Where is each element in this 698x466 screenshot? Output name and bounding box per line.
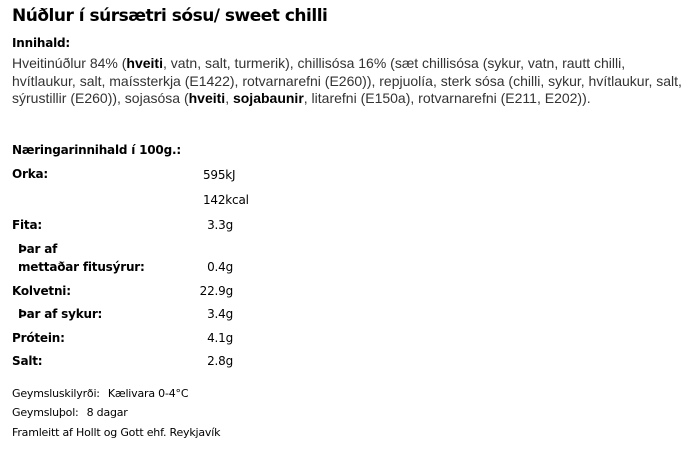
salt-label: Salt: bbox=[12, 354, 43, 368]
ingredient-text: , vatn, salt, turmerik), chillisósa 16% (sæt chillisósa (sykur, vatn, rautt chilli, hvítlaukur, salt, maíssterkja (E1422), rotvarnarefni (E260)), repjuolía, sterk sósa (chilli, sykur, hvítlaukur, salt, sýrustillir (E260)), sojasósa ( bbox=[12, 55, 682, 106]
storage-label: Geymsluskilyrði: bbox=[12, 387, 100, 400]
ingredient-text: , bbox=[225, 90, 233, 106]
shelf-life-value: 8 dagar bbox=[86, 406, 128, 419]
protein-value: 4.1g bbox=[207, 331, 233, 345]
shelf-life-row bbox=[12, 406, 128, 419]
carbs-label: Kolvetni: bbox=[12, 284, 71, 298]
nutrition-heading: Næringarinnihald í 100g.: bbox=[12, 143, 181, 157]
saturated-label-line2: mettaðar fitusýrur: bbox=[18, 260, 145, 274]
energy-kcal-value: 142kcal bbox=[203, 193, 249, 207]
producer-text: Framleitt af Hollt og Gott ehf. Reykjavík bbox=[12, 426, 221, 439]
sugar-label: Þar af sykur: bbox=[18, 307, 103, 321]
protein-label: Prótein: bbox=[12, 331, 65, 345]
shelf-life-label: Geymsluþol: bbox=[12, 406, 79, 419]
fat-label: Fita: bbox=[12, 218, 42, 232]
energy-label: Orka: bbox=[12, 167, 48, 181]
carbs-value: 22.9g bbox=[199, 284, 233, 298]
storage-value: Kælivara 0-4°C bbox=[107, 387, 189, 400]
storage-row bbox=[12, 387, 188, 400]
saturated-label-line1: Þar af bbox=[18, 242, 58, 256]
sugar-value: 3.4g bbox=[207, 307, 233, 321]
product-title: Núðlur í súrsætri sósu/ sweet chilli bbox=[12, 6, 328, 26]
ingredients-text bbox=[12, 55, 684, 108]
allergen-text: hveiti bbox=[188, 90, 226, 106]
ingredients-heading: Innihald: bbox=[12, 36, 71, 50]
saturated-value: 0.4g bbox=[207, 260, 233, 274]
fat-value: 3.3g bbox=[207, 218, 233, 232]
ingredient-text: , litarefni (E150a), rotvarnarefni (E211, E202)). bbox=[303, 90, 591, 106]
ingredient-text: Hveitinúðlur 84% ( bbox=[12, 55, 127, 71]
energy-kj-value: 595kJ bbox=[203, 168, 236, 182]
allergen-text: sojabaunir bbox=[232, 90, 304, 106]
allergen-text: hveiti bbox=[126, 55, 163, 71]
salt-value: 2.8g bbox=[207, 354, 233, 368]
